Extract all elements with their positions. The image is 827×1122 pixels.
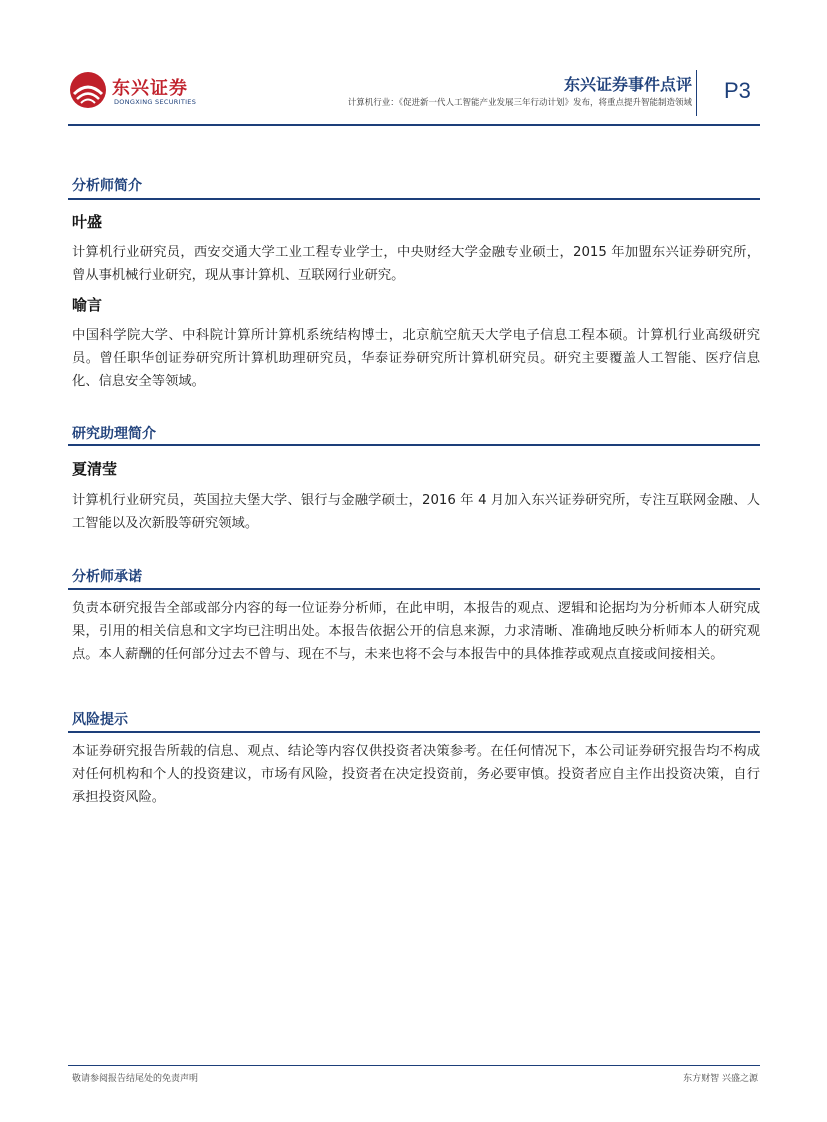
section-rule <box>68 444 760 446</box>
company-logo <box>68 70 218 114</box>
analyst-name: 喻言 <box>72 296 103 314</box>
logo-text-cn: 东兴证券 <box>112 78 188 99</box>
section-title-analysts: 分析师简介 <box>72 178 142 194</box>
header-rule <box>68 124 760 126</box>
analyst-name: 叶盛 <box>72 213 103 231</box>
section-title-assistant: 研究助理简介 <box>72 426 156 442</box>
section-title-commitment: 分析师承诺 <box>72 569 142 585</box>
commitment-text: 负责本研究报告全部或部分内容的每一位证券分析师，在此申明，本报告的观点、逻辑和论据均为分析师本人研究成果，引用的相关信息和文字均已注明出处。本报告依据公开的信息来源，力求清晰、准确地反映分析师本人的研究观点。本人薪酬的任何部分过去不曾与、现在不与，未来也将不会与本报告中的具体推荐或观点直接或间接相关。 <box>72 601 760 662</box>
analyst-bio: 中国科学院大学、中科院计算所计算机系统结构博士，北京航空航天大学电子信息工程本硕。计算机行业高级研究员。曾任职华创证券研究所计算机助理研究员，华泰证券研究所计算机研究员。研究主要覆盖人工智能、医疗信息化、信息安全等领域。 <box>72 328 760 389</box>
header-divider <box>696 70 697 116</box>
section-rule <box>68 731 760 733</box>
section-rule <box>68 198 760 200</box>
page-number: P3 <box>724 78 751 103</box>
dongxing-logo-icon <box>68 70 108 110</box>
logo-text-en: DONGXING SECURITIES <box>114 98 197 106</box>
footer-disclaimer-note: 敬请参阅报告结尾处的免责声明 <box>72 1074 199 1084</box>
assistant-name: 夏清莹 <box>72 460 118 478</box>
report-type: 东兴证券事件点评 <box>563 75 692 94</box>
section-title-risk: 风险提示 <box>72 712 128 728</box>
page-header <box>68 62 764 124</box>
footer-rule <box>68 1065 760 1066</box>
report-subtitle: 计算机行业：《促进新一代人工智能产业发展三年行动计划》发布，将重点提升智能制造领域 <box>347 98 692 108</box>
section-rule <box>68 588 760 590</box>
assistant-bio: 计算机行业研究员，英国拉夫堡大学、银行与金融学硕士，2016 年 4 月加入东兴证券研究所，专注互联网金融、人工智能以及次新股等研究领域。 <box>72 493 760 531</box>
footer-slogan: 东方财智 兴盛之源 <box>683 1074 758 1084</box>
risk-text: 本证券研究报告所载的信息、观点、结论等内容仅供投资者决策参考。在任何情况下，本公司证券研究报告均不构成对任何机构和个人的投资建议，市场有风险，投资者在决定投资前，务必要审慎。投资者应自主作出投资决策，自行承担投资风险。 <box>72 744 760 805</box>
analyst-bio: 计算机行业研究员，西安交通大学工业工程专业学士，中央财经大学金融专业硕士，2015 年加盟东兴证券研究所，曾从事机械行业研究，现从事计算机、互联网行业研究。 <box>72 245 760 283</box>
